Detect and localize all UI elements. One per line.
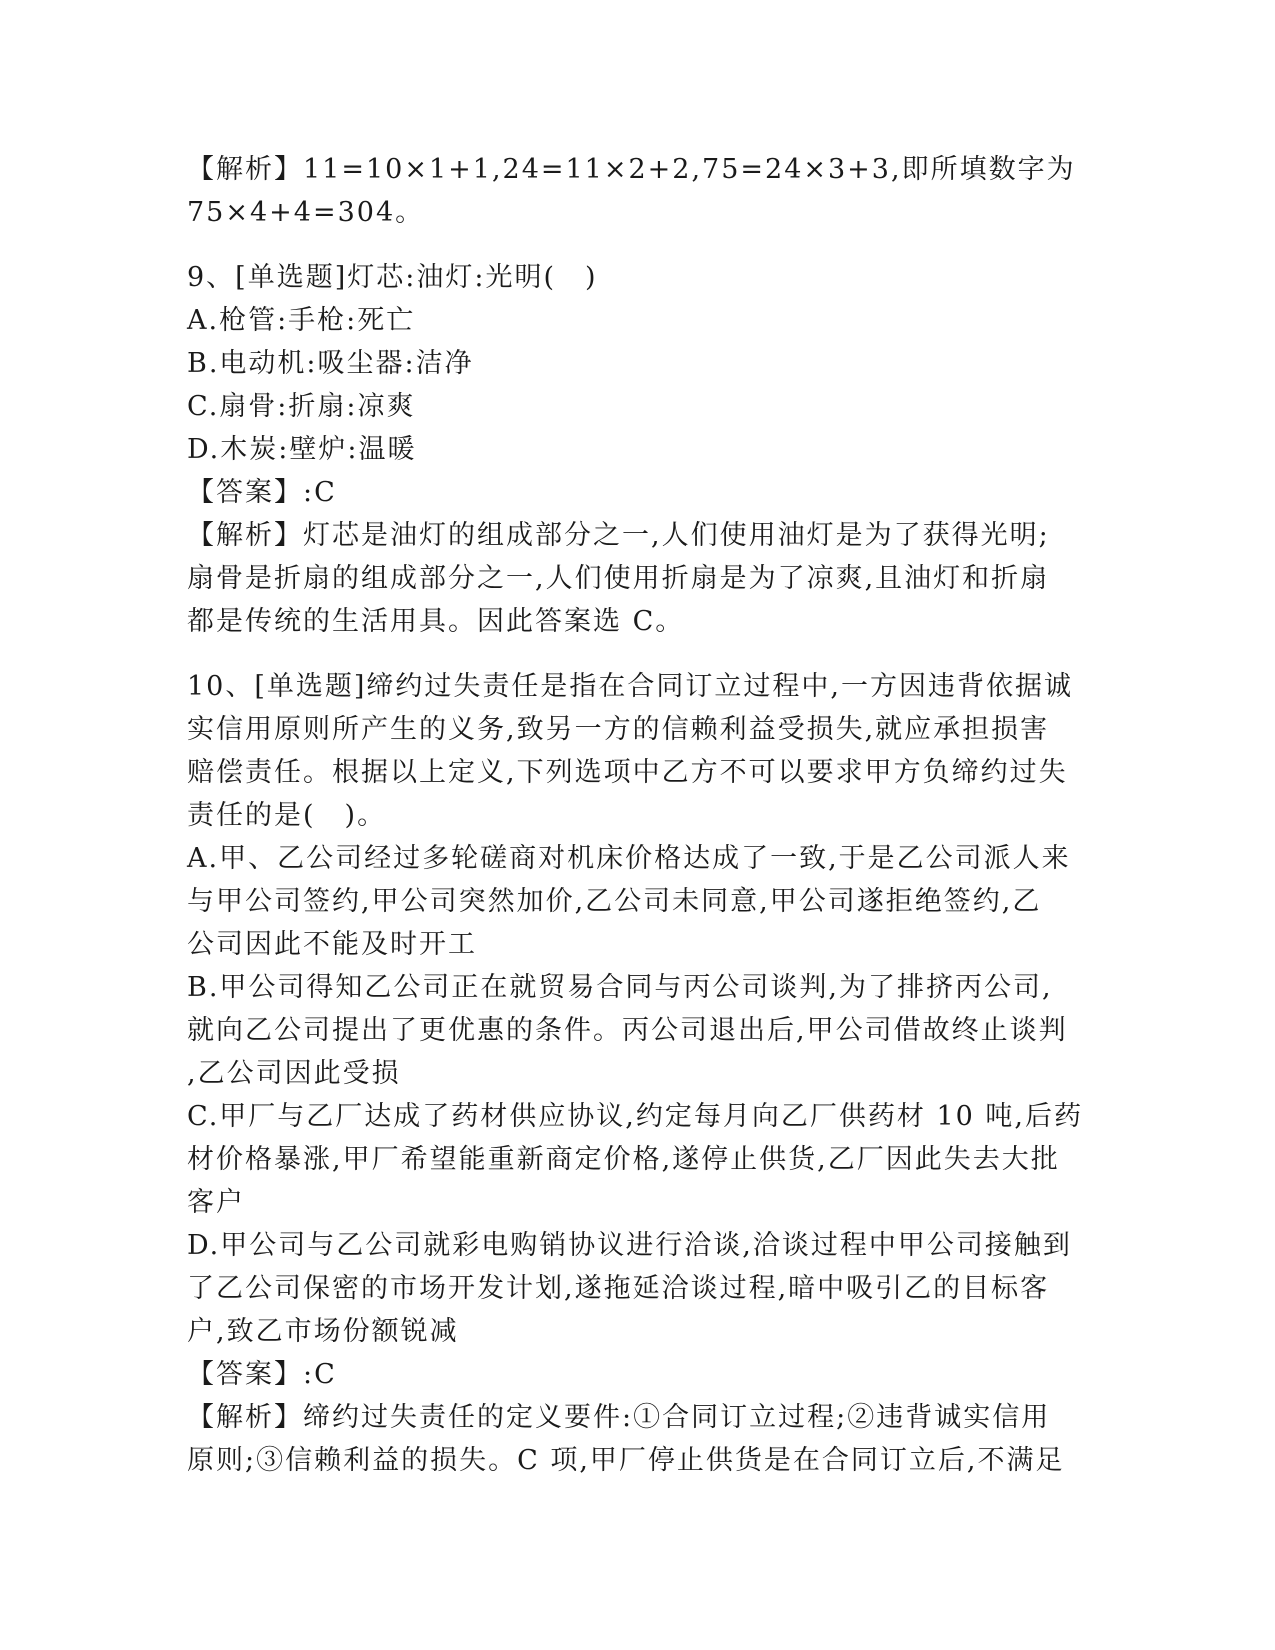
question-10-stem: 赔偿责任。根据以上定义,下列选项中乙方不可以要求甲方负缔约过失 [187,757,1068,788]
option-d: 户,致乙市场份额锐减 [187,1316,459,1347]
analysis-line: 75×4+4=304。 [187,197,425,228]
option-b: B.甲公司得知乙公司正在就贸易合同与丙公司谈判,为了排挤丙公司, [187,972,1053,1003]
option-d: 了乙公司保密的市场开发计划,遂拖延洽谈过程,暗中吸引乙的目标客 [187,1273,1050,1304]
option-c: C.甲厂与乙厂达成了药材供应协议,约定每月向乙厂供药材 10 吨,后药 [187,1101,1083,1132]
analysis-line: 【解析】11=10×1+1,24=11×2+2,75=24×3+3,即所填数字为 [187,154,1076,185]
analysis-line: 都是传统的生活用具。因此答案选 C。 [187,606,685,637]
option-a: 公司因此不能及时开工 [187,929,477,960]
analysis-line: 扇骨是折扇的组成部分之一,人们使用折扇是为了凉爽,且油灯和折扇 [187,563,1050,594]
answer-line: 【答案】:C [187,1359,337,1390]
option-a: A.甲、乙公司经过多轮磋商对机床价格达成了一致,于是乙公司派人来 [187,843,1071,874]
option-c: C.扇骨:折扇:凉爽 [187,391,416,422]
question-9-stem: 9、[单选题]灯芯:油灯:光明( ) [187,262,598,293]
option-a: 与甲公司签约,甲公司突然加价,乙公司未同意,甲公司遂拒绝签约,乙 [187,886,1042,917]
option-a: A.枪管:手枪:死亡 [187,305,416,336]
option-d: D.甲公司与乙公司就彩电购销协议进行洽谈,洽谈过程中甲公司接触到 [187,1230,1072,1261]
answer-line: 【答案】:C [187,477,337,508]
question-10-stem: 10、[单选题]缔约过失责任是指在合同订立过程中,一方因违背依据诚 [187,671,1074,702]
option-b: B.电动机:吸尘器:洁净 [187,348,474,379]
option-b: ,乙公司因此受损 [187,1058,401,1089]
option-c: 客户 [187,1187,245,1218]
analysis-line: 【解析】灯芯是油灯的组成部分之一,人们使用油灯是为了获得光明; [187,520,1050,551]
option-d: D.木炭:壁炉:温暖 [187,434,417,465]
analysis-line: 【解析】缔约过失责任的定义要件:①合同订立过程;②违背诚实信用 [187,1402,1051,1433]
option-b: 就向乙公司提出了更优惠的条件。丙公司退出后,甲公司借故终止谈判 [187,1015,1068,1046]
analysis-line: 原则;③信赖利益的损失。C 项,甲厂停止供货是在合同订立后,不满足 [187,1445,1065,1476]
question-10-stem: 责任的是( )。 [187,800,387,831]
option-c: 材价格暴涨,甲厂希望能重新商定价格,遂停止供货,乙厂因此失去大批 [187,1144,1060,1175]
document-body [187,148,1087,1482]
question-10-stem: 实信用原则所产生的义务,致另一方的信赖利益受损失,就应承担损害 [187,714,1050,745]
